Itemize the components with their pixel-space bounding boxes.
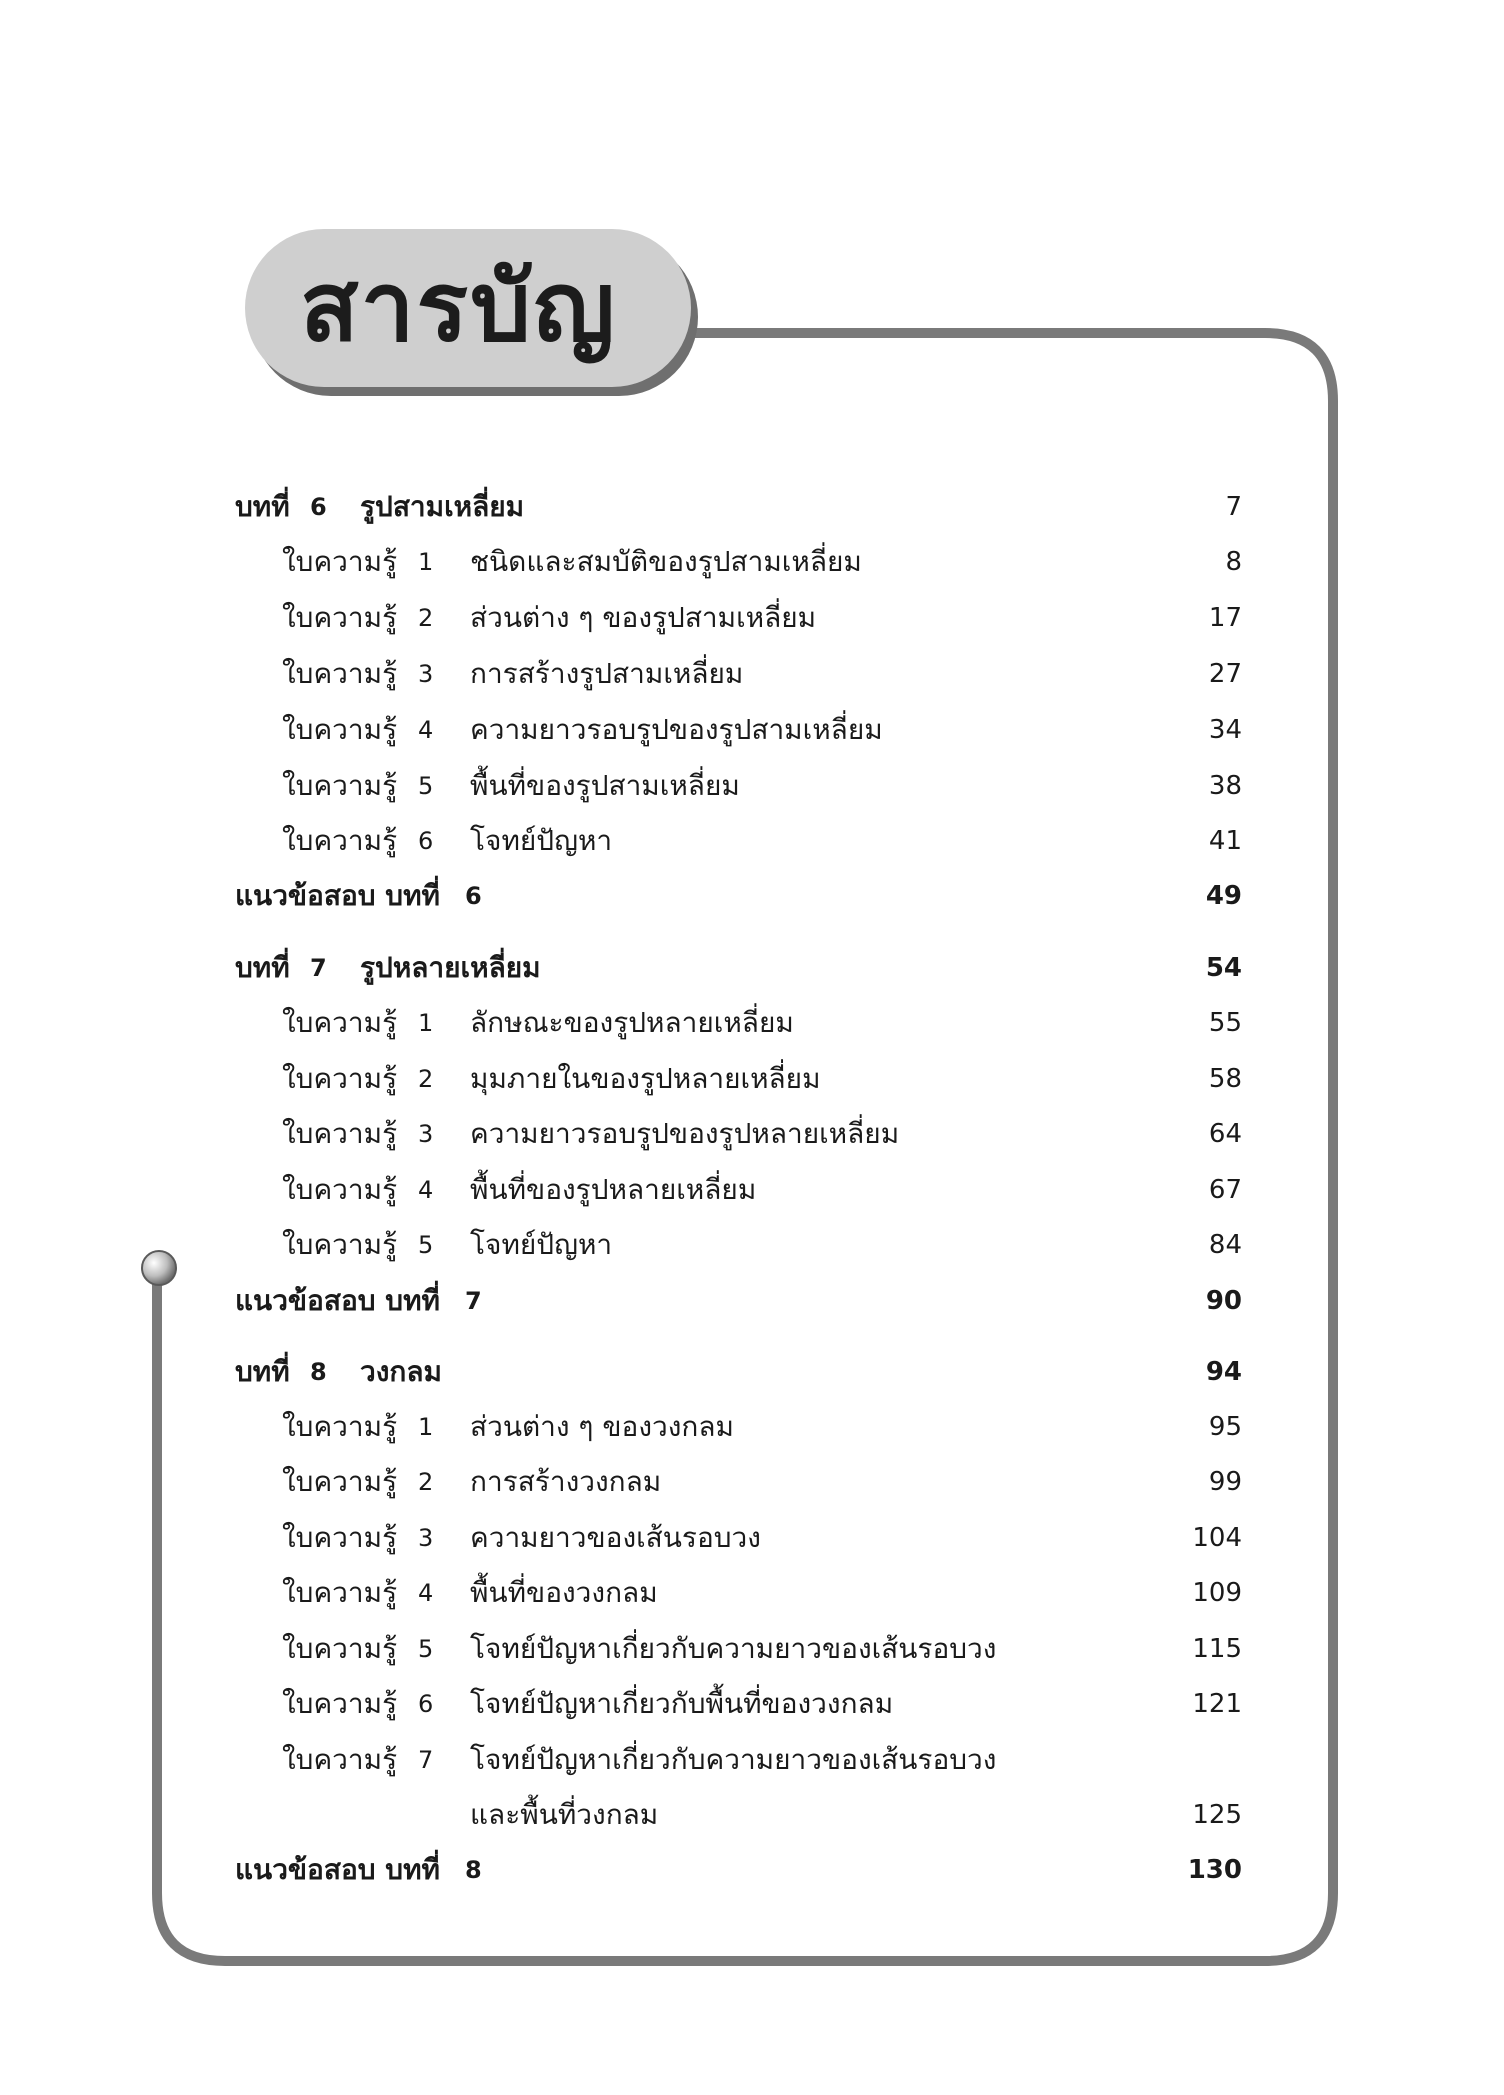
item-label: ใบความรู้ [282, 1410, 398, 1443]
item-page: 17 [1208, 603, 1242, 633]
item-title: ส่วนต่าง ๆ ของวงกลม [470, 1410, 734, 1443]
list-item[interactable] [0, 1682, 1504, 1726]
item-page: 38 [1208, 771, 1242, 801]
item-number: 2 [418, 604, 434, 632]
item-number: 1 [418, 1009, 434, 1037]
item-title: ความยาวของเส้นรอบวง [470, 1521, 761, 1554]
item-title: โจทย์ปัญหาเกี่ยวกับพื้นที่ของวงกลม [470, 1687, 894, 1720]
item-page: 115 [1192, 1634, 1242, 1664]
item-title-continuation: และพื้นที่วงกลม [470, 1798, 659, 1831]
item-number: 3 [418, 660, 434, 688]
exam-number: 8 [465, 1856, 482, 1884]
item-number: 1 [418, 1413, 434, 1441]
item-title: ลักษณะของรูปหลายเหลี่ยม [470, 1006, 794, 1039]
item-number: 6 [418, 827, 434, 855]
item-number: 2 [418, 1468, 434, 1496]
item-label: ใบความรู้ [282, 1465, 398, 1498]
item-label: ใบความรู้ [282, 713, 398, 746]
chapter-number: 8 [310, 1358, 327, 1386]
item-page: 84 [1208, 1230, 1242, 1260]
item-number: 4 [418, 716, 434, 744]
item-label: ใบความรู้ [282, 657, 398, 690]
item-number: 7 [418, 1746, 434, 1774]
item-number: 3 [418, 1120, 434, 1148]
page-title: สารบัญ [300, 251, 617, 363]
item-title: มุมภายในของรูปหลายเหลี่ยม [470, 1062, 821, 1095]
item-page: 104 [1192, 1523, 1242, 1553]
item-page: 67 [1208, 1175, 1242, 1205]
chapter-label: บทที่ [235, 1355, 290, 1388]
exam-number: 7 [465, 1287, 482, 1315]
item-title: ความยาวรอบรูปของรูปหลายเหลี่ยม [470, 1117, 900, 1150]
exam-page: 49 [1205, 881, 1242, 911]
chapter-row[interactable] [0, 1350, 1504, 1394]
chapter-number: 6 [310, 493, 327, 521]
list-item[interactable] [0, 540, 1504, 584]
item-title: โจทย์ปัญหา [470, 1228, 613, 1261]
chapter-label: บทที่ [235, 951, 290, 984]
item-label: ใบความรู้ [282, 545, 398, 578]
item-title: การสร้างรูปสามเหลี่ยม [470, 657, 744, 690]
item-label: ใบความรู้ [282, 1173, 398, 1206]
item-title: พื้นที่ของรูปสามเหลี่ยม [470, 769, 740, 802]
list-item[interactable] [0, 1057, 1504, 1101]
item-title: โจทย์ปัญหาเกี่ยวกับความยาวของเส้นรอบวง [470, 1743, 997, 1776]
item-title: การสร้างวงกลม [470, 1465, 662, 1498]
item-label: ใบความรู้ [282, 1117, 398, 1150]
exam-row[interactable] [0, 1279, 1504, 1323]
item-label: ใบความรู้ [282, 1521, 398, 1554]
item-label: ใบความรู้ [282, 1228, 398, 1261]
chapter-row[interactable] [0, 485, 1504, 529]
exam-row[interactable] [0, 874, 1504, 918]
item-page: 27 [1208, 659, 1242, 689]
item-title: โจทย์ปัญหาเกี่ยวกับความยาวของเส้นรอบวง [470, 1632, 997, 1665]
item-number: 5 [418, 1635, 434, 1663]
exam-label: แนวข้อสอบ บทที่ [235, 1284, 440, 1317]
list-item[interactable] [0, 596, 1504, 640]
exam-row[interactable] [0, 1848, 1504, 1892]
exam-page: 130 [1187, 1855, 1242, 1885]
exam-number: 6 [465, 882, 482, 910]
item-label: ใบความรู้ [282, 1576, 398, 1609]
list-item[interactable] [0, 764, 1504, 808]
chapter-page: 94 [1205, 1357, 1242, 1387]
item-page: 41 [1208, 826, 1242, 856]
item-number: 4 [418, 1176, 434, 1204]
list-item[interactable] [0, 1516, 1504, 1560]
list-item[interactable] [0, 1001, 1504, 1045]
item-title: โจทย์ปัญหา [470, 824, 613, 857]
list-item-continuation[interactable] [0, 1793, 1504, 1837]
item-label: ใบความรู้ [282, 1006, 398, 1039]
exam-label: แนวข้อสอบ บทที่ [235, 1853, 440, 1886]
list-item[interactable] [0, 1405, 1504, 1449]
item-number: 6 [418, 1690, 434, 1718]
item-label: ใบความรู้ [282, 1743, 398, 1776]
item-number: 2 [418, 1065, 434, 1093]
chapter-page: 54 [1205, 953, 1242, 983]
exam-page: 90 [1205, 1286, 1242, 1316]
item-number: 3 [418, 1524, 434, 1552]
item-page: 95 [1208, 1412, 1242, 1442]
list-item[interactable] [0, 1571, 1504, 1615]
item-number: 4 [418, 1579, 434, 1607]
chapter-title: รูปหลายเหลี่ยม [360, 951, 541, 984]
item-page: 99 [1208, 1467, 1242, 1497]
item-number: 5 [418, 772, 434, 800]
item-page: 58 [1208, 1064, 1242, 1094]
chapter-number: 7 [310, 954, 327, 982]
chapter-title: รูปสามเหลี่ยม [360, 490, 525, 523]
item-label: ใบความรู้ [282, 1062, 398, 1095]
item-title: ส่วนต่าง ๆ ของรูปสามเหลี่ยม [470, 601, 817, 634]
list-item[interactable] [0, 652, 1504, 696]
item-page: 34 [1208, 715, 1242, 745]
exam-label: แนวข้อสอบ บทที่ [235, 879, 440, 912]
item-number: 5 [418, 1231, 434, 1259]
item-page: 125 [1192, 1800, 1242, 1830]
item-label: ใบความรู้ [282, 601, 398, 634]
list-item[interactable] [0, 1460, 1504, 1504]
list-item[interactable] [0, 1223, 1504, 1267]
chapter-label: บทที่ [235, 490, 290, 523]
item-page: 64 [1208, 1119, 1242, 1149]
item-number: 1 [418, 548, 434, 576]
list-item[interactable] [0, 708, 1504, 752]
item-title: พื้นที่ของรูปหลายเหลี่ยม [470, 1173, 757, 1206]
item-title: ชนิดและสมบัติของรูปสามเหลี่ยม [470, 545, 862, 578]
item-page: 8 [1225, 547, 1242, 577]
list-item[interactable] [0, 1738, 1504, 1782]
list-item[interactable] [0, 1168, 1504, 1212]
item-label: ใบความรู้ [282, 824, 398, 857]
list-item[interactable] [0, 1627, 1504, 1671]
chapter-title: วงกลม [360, 1355, 442, 1388]
chapter-page: 7 [1225, 492, 1242, 522]
chapter-row[interactable] [0, 946, 1504, 990]
item-label: ใบความรู้ [282, 769, 398, 802]
list-item[interactable] [0, 1112, 1504, 1156]
item-title: ความยาวรอบรูปของรูปสามเหลี่ยม [470, 713, 883, 746]
list-item[interactable] [0, 819, 1504, 863]
item-page: 121 [1192, 1689, 1242, 1719]
item-label: ใบความรู้ [282, 1632, 398, 1665]
item-label: ใบความรู้ [282, 1687, 398, 1720]
item-page: 55 [1208, 1008, 1242, 1038]
item-page: 109 [1192, 1578, 1242, 1608]
item-title: พื้นที่ของวงกลม [470, 1576, 658, 1609]
